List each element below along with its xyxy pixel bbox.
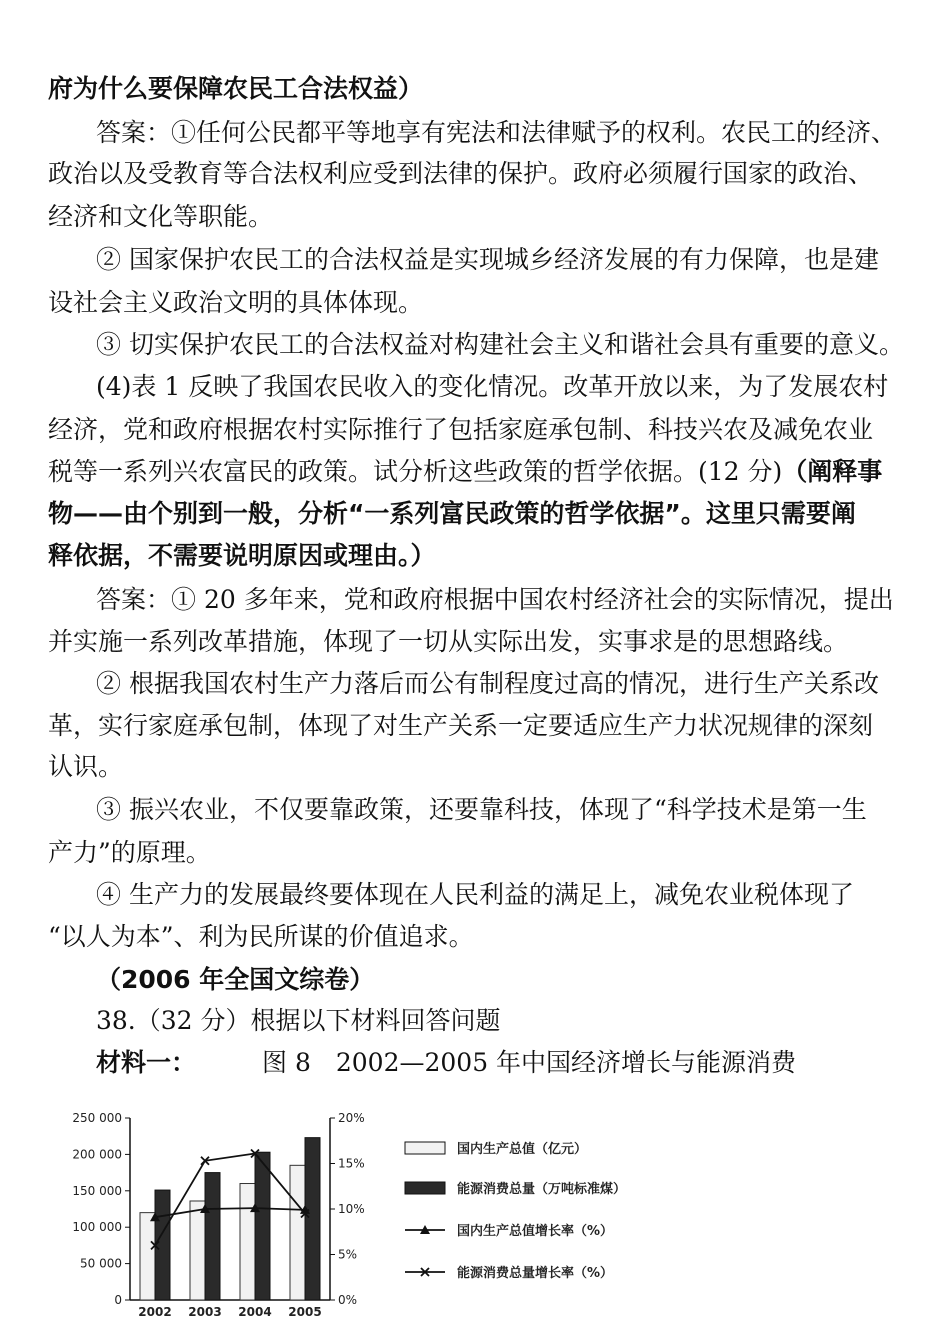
text-line-content: 释依据，不需要说明原因或理由。） bbox=[48, 541, 436, 570]
energy-bar bbox=[155, 1190, 170, 1300]
text-line-content: 认识。 bbox=[48, 752, 124, 781]
text-line-content: 税等一系列兴农富民的政策。试分析这些政策的哲学依据。(12 分) bbox=[48, 457, 783, 486]
text-line-content: ④ 生产力的发展最终要体现在人民利益的满足上，减免农业税体现了 bbox=[96, 880, 854, 909]
x-tick-label: 2003 bbox=[188, 1305, 222, 1319]
text-line bbox=[48, 711, 908, 741]
text-line bbox=[96, 669, 950, 699]
legend-label: 国内生产总值增长率（%） bbox=[457, 1224, 614, 1239]
text-line bbox=[96, 795, 950, 825]
text-line-content: 物——由个别到一般，分析“一系列富民政策的哲学依据”。这里只需要阐 bbox=[48, 499, 856, 528]
energy-bar bbox=[255, 1152, 270, 1300]
text-line bbox=[96, 585, 950, 615]
economy-energy-chart bbox=[60, 1100, 680, 1344]
left-axis-tick-label: 50 000 bbox=[80, 1256, 122, 1271]
material-label: 材料一： bbox=[96, 1048, 197, 1077]
right-axis-tick-label: 20% bbox=[338, 1111, 365, 1125]
text-line bbox=[96, 118, 950, 148]
text-line-content: 经济，党和政府根据农村实际推行了包括家庭承包制、科技兴农及减免农业 bbox=[48, 415, 874, 444]
text-line-content: ② 国家保护农民工的合法权益是实现城乡经济发展的有力保障，也是建 bbox=[96, 245, 879, 274]
text-line bbox=[48, 74, 908, 104]
text-line-content: 答案：① 20 多年来，党和政府根据中国农村经济社会的实际情况，提出 bbox=[96, 585, 894, 614]
right-axis-tick-label: 0% bbox=[338, 1293, 358, 1307]
text-line-content: 并实施一系列改革措施，体现了一切从实际出发，实事求是的思想路线。 bbox=[48, 627, 849, 656]
text-line-content: 府为什么要保障农民工合法权益） bbox=[48, 74, 424, 103]
text-line bbox=[96, 965, 950, 995]
text-line-content: 革，实行家庭承包制，体现了对生产关系一定要适应生产力状况规律的深刻 bbox=[48, 711, 874, 740]
right-axis-tick-label: 5% bbox=[338, 1247, 358, 1262]
x-tick-label: 2002 bbox=[138, 1305, 172, 1319]
legend-label: 能源消费总量增长率（%） bbox=[457, 1266, 614, 1281]
text-line-content: 政治以及受教育等合法权利应受到法律的保护。政府必须履行国家的政治、 bbox=[48, 159, 874, 188]
gdp-bar bbox=[190, 1201, 205, 1300]
text-line-bold-note: （阐释事 bbox=[782, 457, 883, 486]
text-line bbox=[48, 202, 908, 232]
energy-growth-line bbox=[155, 1153, 305, 1245]
gdp-bar bbox=[140, 1213, 155, 1300]
gdp-bar bbox=[240, 1184, 255, 1300]
left-axis-tick-label: 150 000 bbox=[72, 1183, 122, 1198]
text-line-content: 设社会主义政治文明的具体体现。 bbox=[48, 288, 424, 317]
text-line bbox=[48, 457, 908, 487]
text-line-content: 经济和文化等职能。 bbox=[48, 202, 274, 231]
text-line-content: ② 根据我国农村生产力落后而公有制程度过高的情况，进行生产关系改 bbox=[96, 669, 879, 698]
x-tick-label: 2004 bbox=[238, 1305, 272, 1319]
text-line bbox=[96, 372, 950, 402]
text-line bbox=[48, 627, 908, 657]
left-axis-tick-label: 200 000 bbox=[72, 1147, 122, 1162]
gdp-growth-line bbox=[155, 1208, 305, 1217]
x-tick-label: 2005 bbox=[288, 1305, 322, 1319]
text-line bbox=[96, 880, 950, 910]
legend-label: 能源消费总量（万吨标准煤） bbox=[457, 1182, 627, 1197]
text-line-content: (4)表 1 反映了我国农民收入的变化情况。改革开放以来，为了发展农村 bbox=[96, 372, 889, 401]
text-line bbox=[48, 541, 908, 571]
legend-label: 国内生产总值（亿元） bbox=[457, 1142, 588, 1157]
text-line bbox=[48, 159, 908, 189]
text-line bbox=[48, 499, 908, 529]
text-line bbox=[48, 922, 908, 952]
left-axis-tick-label: 250 000 bbox=[72, 1111, 122, 1125]
energy-bar bbox=[305, 1138, 320, 1300]
text-line bbox=[48, 288, 908, 318]
text-line-content: 答案：①任何公民都平等地享有宪法和法律赋予的权利。农民工的经济、 bbox=[96, 118, 897, 147]
text-line-content: （2006 年全国文综卷） bbox=[96, 965, 375, 994]
text-line-content: ③ 切实保护农民工的合法权益对构建社会主义和谐社会具有重要的意义。 bbox=[96, 330, 904, 359]
text-line-content: 38.（32 分）根据以下材料回答问题 bbox=[96, 1006, 501, 1035]
text-line bbox=[96, 1006, 950, 1036]
text-line bbox=[96, 245, 950, 275]
text-line bbox=[48, 838, 908, 868]
gdp-bar bbox=[290, 1165, 305, 1300]
text-line bbox=[96, 330, 950, 360]
right-axis-tick-label: 10% bbox=[338, 1202, 365, 1216]
right-axis-tick-label: 15% bbox=[338, 1156, 365, 1171]
text-line bbox=[48, 415, 908, 445]
left-axis-tick-label: 100 000 bbox=[72, 1220, 122, 1235]
text-line-content: 产力”的原理。 bbox=[48, 838, 211, 867]
left-axis-tick-label: 0 bbox=[114, 1293, 122, 1307]
energy-bar bbox=[205, 1173, 220, 1300]
legend-swatch bbox=[405, 1182, 445, 1194]
text-line bbox=[48, 752, 908, 782]
text-line-content: ③ 振兴农业，不仅要靠政策，还要靠科技，体现了“科学技术是第一生 bbox=[96, 795, 867, 824]
figure-caption: 图 8 2002—2005 年中国经济增长与能源消费 bbox=[262, 1048, 797, 1077]
text-line-content: “以人为本”、利为民所谋的价值追求。 bbox=[48, 922, 474, 951]
legend-swatch bbox=[405, 1142, 445, 1154]
